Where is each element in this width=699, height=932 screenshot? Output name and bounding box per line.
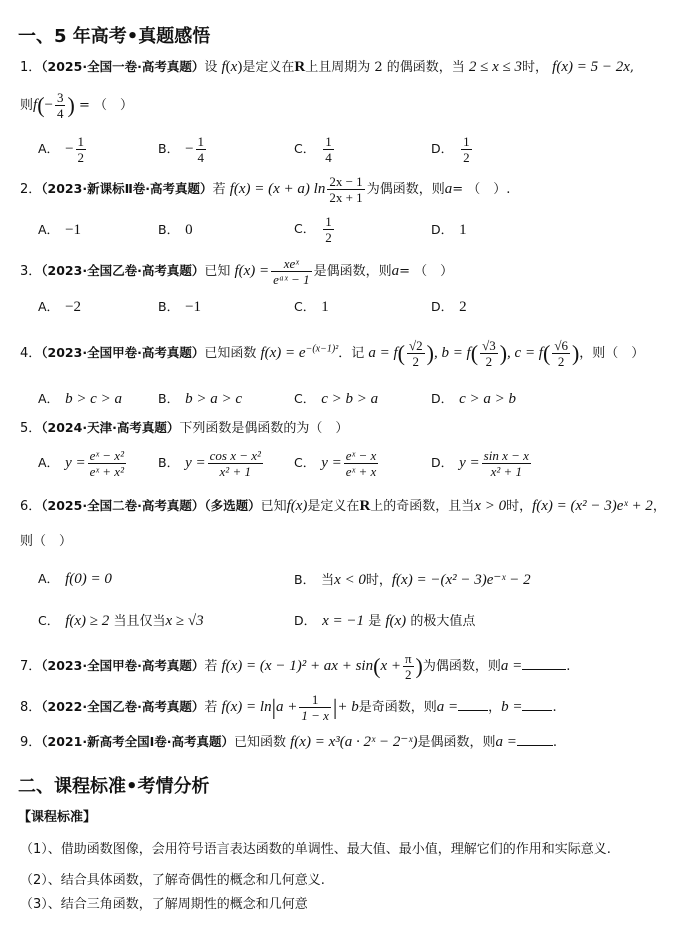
option-d[interactable]: D． y = $\frac{\text{sin x − x}}{\text{x² + 1}}$	[431, 448, 529, 479]
question-number: 1．	[20, 60, 42, 75]
standards-title: 【课程标准】	[18, 810, 97, 825]
question-3: 3．（2023·全国乙卷·高考真题）已知 f(x) = $\frac{\text{xeˣ}}{\text{eᵃˣ − 1}}$ 是偶函数，则a= （ ）	[20, 256, 454, 287]
question-1: 1．（2025·全国一卷·高考真题）设 f(x)是定义在R上且周期为 2 的偶函数，当 2 ≤ x ≤ 3时， f(x) = 5 − 2x,	[20, 59, 635, 75]
question-source: （2024·天津·高考真题）	[41, 420, 180, 435]
option-c[interactable]: C． f(x) ≥ 2 当且仅当x ≥ √3	[38, 613, 204, 629]
option-c[interactable]: C． $\frac{1}{4}$	[294, 134, 332, 165]
question-2: 2．（2023·新课标Ⅱ卷·高考真题）若 f(x) = (x + a) ln $\frac{2x - 1}{2x + 1}$ 为偶函数，则a= （ ）.	[20, 174, 511, 205]
option-a[interactable]: A． −1	[38, 222, 82, 238]
answer-blank-a[interactable]	[458, 698, 488, 711]
answer-blank[interactable]	[522, 657, 566, 670]
option-d[interactable]: D． $\frac{1}{2}$	[431, 134, 470, 165]
option-a[interactable]: A． f(0) = 0	[38, 571, 112, 587]
option-a[interactable]: A． − $\frac{1}{2}$	[38, 134, 85, 165]
standard-item: （3）、结合三角函数，了解周期性的概念和几何意	[20, 897, 308, 912]
question-8: 8．（2022·全国乙卷·高考真题）若 f(x) = ln|a + $\frac{1}{1 - x}$ |+ b是奇函数，则a = ，b = .	[20, 692, 557, 723]
option-b[interactable]: B． −1	[158, 299, 202, 315]
standard-item: （1）、借助函数图像，会用符号语言表达函数的单调性、最大值、最小值，理解它们的作用和实际意义.	[20, 842, 611, 857]
answer-blank-b[interactable]	[522, 698, 552, 711]
question-6: 6．（2025·全国二卷·高考真题）（多选题）已知f(x)是定义在R上的奇函数，且当x > 0时，f(x) = (x² − 3)eˣ + 2，	[20, 498, 666, 514]
question-1-line2: 则f(− $\frac{3}{4}$ ) = （ ）	[20, 90, 133, 121]
answer-blank[interactable]	[517, 733, 553, 746]
question-source: （2023·全国甲卷·高考真题）	[41, 345, 205, 360]
section-title: 一、5 年高考•真题感悟	[18, 26, 211, 47]
option-b[interactable]: B． b > a > c	[158, 391, 242, 407]
question-6-line2: 则（ ）	[20, 534, 73, 549]
section-title: 二、课程标准•考情分析	[18, 776, 210, 797]
option-b[interactable]: B． 0	[158, 222, 193, 238]
question-source: （2025·全国一卷·高考真题）	[41, 59, 205, 74]
question-9: 9．（2021·新高考全国Ⅰ卷·高考真题）已知函数 f(x) = x³(a · 2ˣ − 2⁻ˣ)是偶函数，则a = .	[20, 734, 558, 750]
option-b[interactable]: B． 当x < 0时，f(x) = −(x² − 3)e⁻ˣ − 2	[294, 572, 531, 588]
option-d[interactable]: D． 1	[431, 222, 467, 238]
option-b[interactable]: B． − $\frac{1}{4}$	[158, 134, 205, 165]
option-c[interactable]: C． 1	[294, 299, 329, 315]
question-source: （2023·全国甲卷·高考真题）	[41, 658, 205, 673]
option-d[interactable]: D． x = −1 是 f(x) 的极大值点	[294, 613, 476, 629]
question-7: 7．（2023·全国甲卷·高考真题）若 f(x) = (x − 1)² + ax + sin(x + $\frac{\pi}{2}$ )为偶函数，则a = .	[20, 651, 571, 682]
question-4: 4．（2023·全国甲卷·高考真题）已知函数 $f(x) = e^{-(x-1)^2}$．记 a = f( $\frac{√2}{2}$ ), b = f( $\frac{√3}{2}$ ), c = f( $\frac{√6}{2}$ )，则（ ）	[20, 338, 645, 369]
option-b[interactable]: B． y = $\frac{\text{cos x − x²}}{\text{x² + 1}}$	[158, 448, 261, 479]
question-source: （2025·全国二卷·高考真题）（多选题）	[41, 498, 261, 513]
question-source: （2023·全国乙卷·高考真题）	[41, 263, 205, 278]
question-source: （2022·全国乙卷·高考真题）	[41, 699, 205, 714]
option-c[interactable]: C． c > b > a	[294, 391, 379, 407]
standard-item: （2）、结合具体函数，了解奇偶性的概念和几何意义.	[20, 873, 325, 888]
option-d[interactable]: D． c > a > b	[431, 391, 517, 407]
option-a[interactable]: A． b > c > a	[38, 391, 122, 407]
option-d[interactable]: D． 2	[431, 299, 467, 315]
option-a[interactable]: A． y = $\frac{\text{eˣ − x²}}{\text{eˣ + x²}}$	[38, 448, 124, 479]
question-source: （2021·新高考全国Ⅰ卷·高考真题）	[41, 734, 234, 749]
option-c[interactable]: C． y = $\frac{\text{eˣ − x}}{\text{eˣ + x}}$	[294, 448, 377, 479]
question-5: 5．（2024·天津·高考真题）下列函数是偶函数的为（ ）	[20, 420, 349, 436]
fraction: $\frac{3}{4}$	[56, 90, 64, 121]
question-source: （2023·新课标Ⅱ卷·高考真题）	[41, 181, 213, 196]
option-c[interactable]: C． $\frac{1}{2}$	[294, 214, 332, 245]
option-a[interactable]: A． −2	[38, 299, 82, 315]
